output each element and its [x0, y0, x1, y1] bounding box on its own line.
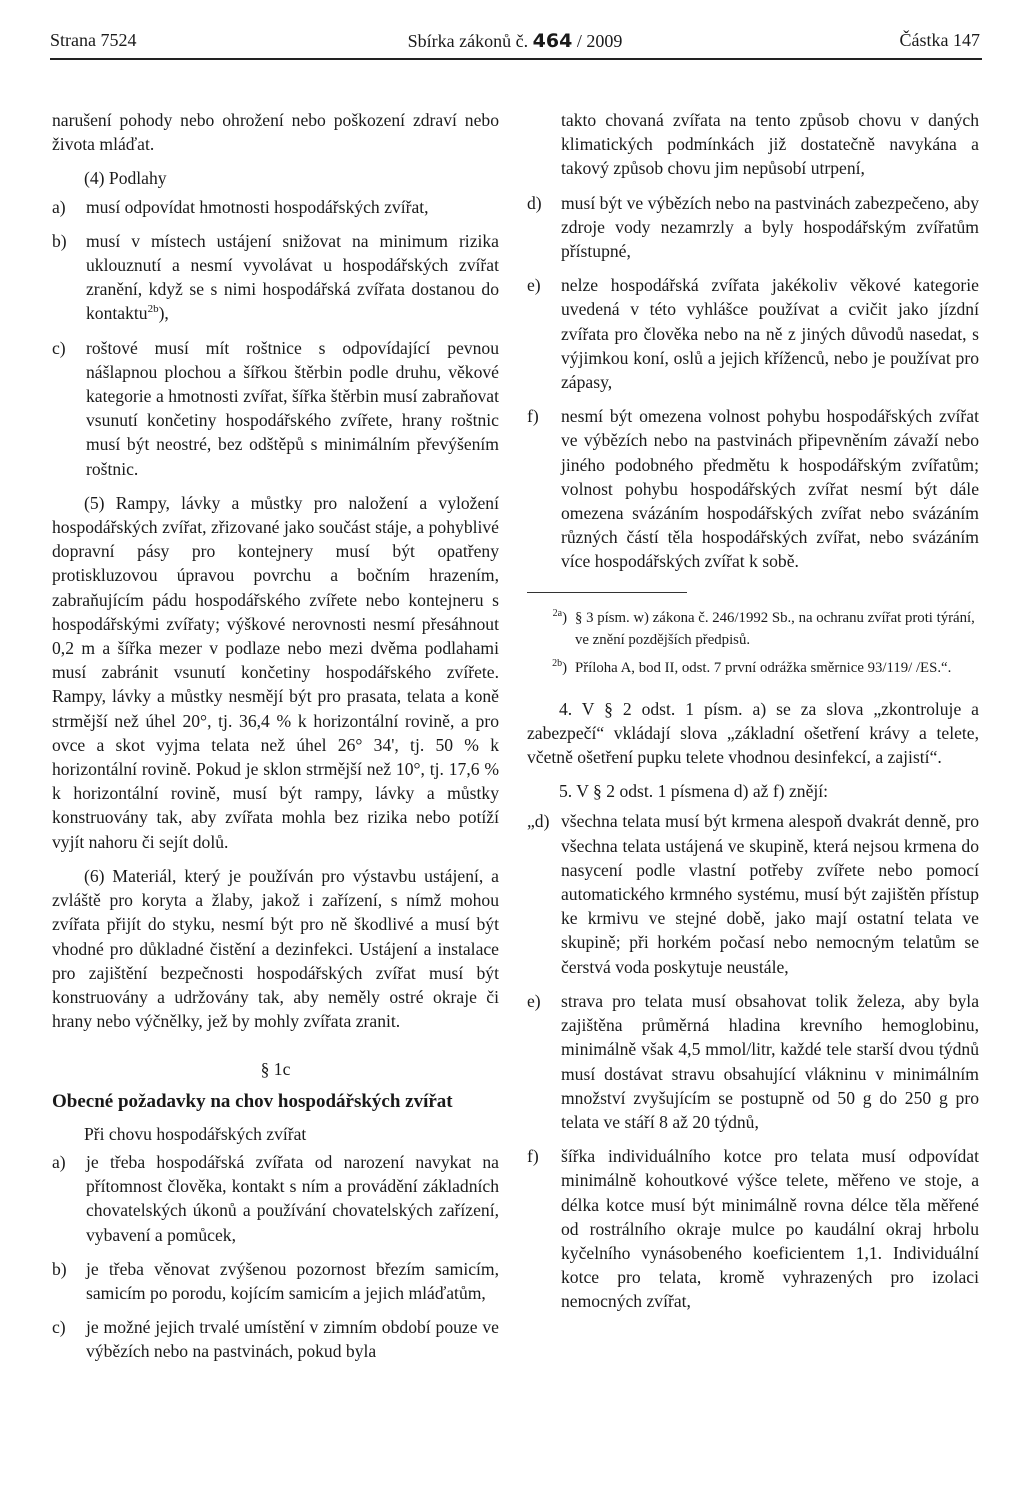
list-item: a) je třeba hospodářská zvířata od narození navykat na přítomnost člověka, kontakt s ním a provádění základních chovatelských úkonů a používání chovatelských zařízení, vybavení a pomůcek,: [52, 1151, 499, 1245]
list-item: d) musí být ve výbězích nebo na pastvinách zabezpečeno, aby zdroje vody nezamrzly a byly hospodářským zvířatům přístupné,: [527, 192, 979, 262]
section-title: Obecné požadavky na chov hospodářských zvířat: [52, 1090, 453, 1112]
header-rule: [50, 58, 982, 60]
list-item: b) musí v místech ustájení snižovat na minimum rizika uklouznutí a nesmí vyvolávat u hospodářských zvířat zranění, když se s nimi hospodářská zvířata dostanou do kontaktu$^{2b}$),: [52, 230, 499, 324]
paragraph-4-intro: (4) Podlahy: [84, 168, 167, 189]
part-number: Částka 147: [899, 30, 980, 50]
footnote: $^{2a}$) § 3 písm. w) zákona č. 246/1992 Sb., na ochranu zvířat proti týrání, ve znění pozdějších předpisů.: [552, 607, 975, 648]
continued-paragraph: narušení pohody nebo ohrožení nebo poškození zdraví nebo života mláďat.: [52, 110, 499, 155]
collection-title: [50, 30, 980, 52]
page-header: [50, 30, 980, 60]
list-item: e) nelze hospodářská zvířata jakékoliv věkové kategorie uvedená v této vyhlášce používat a cvičit jako jízdní zvířata pro člověka nebo na ně z jiných důvodů nasedat, s výjimkou koní, oslů a jejich kříženců, nebo je používat pro zápasy,: [527, 275, 979, 393]
law-number: 464: [532, 30, 573, 52]
list-item: f) šířka individuálního kotce pro telata musí odpovídat minimálně kohoutkové výšce telete, měřeno ve stoje, a délka kotce musí být minimálně rovna délce těla měřené od rostrálního okraje mulce po kaudální okraj hrbolu kyčelního vynásobeného koeficientem 1,1. Individuální kotce pro telata, kromě vyhrazených pro izolaci nemocných zvířat,: [527, 1146, 979, 1312]
amendment-5: 5. V § 2 odst. 1 písmena d) až f) znějí:: [559, 781, 829, 802]
list-item: b) je třeba věnovat zvýšenou pozornost březím samicím, samicím po porodu, kojícím samicím a jejich mláďatům,: [52, 1258, 499, 1303]
footnote-rule: [527, 592, 687, 593]
right-column: [527, 108, 979, 1314]
footnote: $^{2b}$) Příloha A, bod II, odst. 7 první odrážka směrnice 93/119/ /ES.“.: [552, 657, 952, 676]
list-item: f) nesmí být omezena volnost pohybu hospodářských zvířat ve výbězích nebo na pastvinách připevněním závaží nebo jiného podobného předmětu k hospodářským zvířatům; volnost pohybu hospodářských zvířat nesmí být dále omezena svázáním hospodářských zvířat nebo svázáním různých částí těla hospodářských zvířat, nebo svázáním více hospodářských zvířat k sobě.: [527, 406, 979, 572]
list-item-continued: takto chovaná zvířata na tento způsob chovu v daných klimatických podmínkách již dostatečně navykána a takový způsob chovu jim nepůsobí utrpení,: [561, 110, 979, 179]
collection-prefix: Sbírka zákonů č.: [407, 31, 529, 51]
list-item: c) je možné jejich trvalé umístění v zimním období pouze ve výbězích nebo na pastvinách, pokud byla: [52, 1317, 499, 1362]
list-item: c) roštové musí mít roštnice s odpovídající pevnou nášlapnou plochou a šířkou štěrbin podle druhu, věkové kategorie a hmotnosti zvířat, šířka štěrbin musí zabraňovat vsunutí končetiny hospodářského zvířete, hrany roštnic musí být neostré, bez odštěpů s minimálním převýšením roštnic.: [52, 337, 499, 479]
paragraph-5: (5) Rampy, lávky a můstky pro naložení a vyložení hospodářských zvířat, zřizované jako součást stáje, a pohyblivé dopravní pásy pro kontejnery musí být opatřeny protiskluzovou úpravou povrchu a bočním hrazením, zabraňujícím pádu hospodářského zvířete nebo kontejneru s hospodářskými zvířaty; výškové nerovnosti nesmí přesáhnout 0,2 m a šířka mezer v podlaze nebo mezi dvěma podlahami musí zabránit vsunutí končetiny hospodářského zvířete. Rampy, lávky a můstky nesmějí být pro prasata, telata a koně strmější než úhel 20°, tj. 36,4 % k horizontální rovině, a pro ovce a skot vyjma telata než úhel 26° 34', tj. 50 % k horizontální rovině. Pokud je sklon strmější než 10°, tj. 17,6 % k horizontální rovině, musí být rampy, lávky a můstky konstruovány tak, aby zvířata mohla bez rizika nebo potíží vyjít nahoru či sejít dolů.: [52, 492, 499, 852]
section-intro: Při chovu hospodářských zvířat: [84, 1123, 307, 1144]
list-item: e) strava pro telata musí obsahovat tolik železa, aby byla zajištěna průměrná hladina krevního hemoglobinu, minimálně však 4,5 mmol/litr, každé tele starší dvou týdnů musí dostávat stravu obsahující vlákninu v minimálním množství zvyšujícím se postupně od 50 g do 250 g pro telata ve stáří 8 až 20 týdnů,: [527, 990, 979, 1132]
list-item: „d) všechna telata musí být krmena alespoň dvakrát denně, pro všechna telata ustájená ve skupině, která nejsou krmena do nasycení podle vlastní potřeby zvířete nebo pomocí automatického krmného systému, musí být zajištěn přístup ke krmivu ve stejné době, jako mají ostatní telata ve skupině; při horkém počasí nebo nemocným telatům se čerstvá voda poskytuje neustále,: [527, 811, 979, 977]
section-mark: § 1c: [260, 1059, 291, 1080]
page-number: Strana 7524: [50, 30, 137, 50]
law-year: / 2009: [576, 31, 623, 51]
footnote-ref: 2b: [147, 303, 159, 316]
list-item: a) musí odpovídat hmotnosti hospodářských zvířat,: [52, 196, 429, 217]
paragraph-6: (6) Materiál, který je používán pro výstavbu ustájení, a zvláště pro koryta a žlaby, jakož i zařízení, s nímž mohou zvířata přijít do styku, nesmí být pro ně škodlivé a musí být vhodné pro důkladné čistění a dezinfekci. Ustájení a instalace pro zajištění bezpečnosti hospodářských zvířat musí být konstruovány a udržovány tak, aby neměly ostré okraje či hrany nebo výčnělky, jež by mohly zvířata zranit.: [52, 865, 499, 1032]
left-column: [52, 108, 499, 1364]
amendment-4: 4. V § 2 odst. 1 písm. a) se za slova „zkontroluje a zabezpečí“ vkládají slova „základní ošetření krávy a telete, včetně ošetření pupku telete vhodnou desinfekcí, a zajistí“.: [527, 698, 979, 768]
